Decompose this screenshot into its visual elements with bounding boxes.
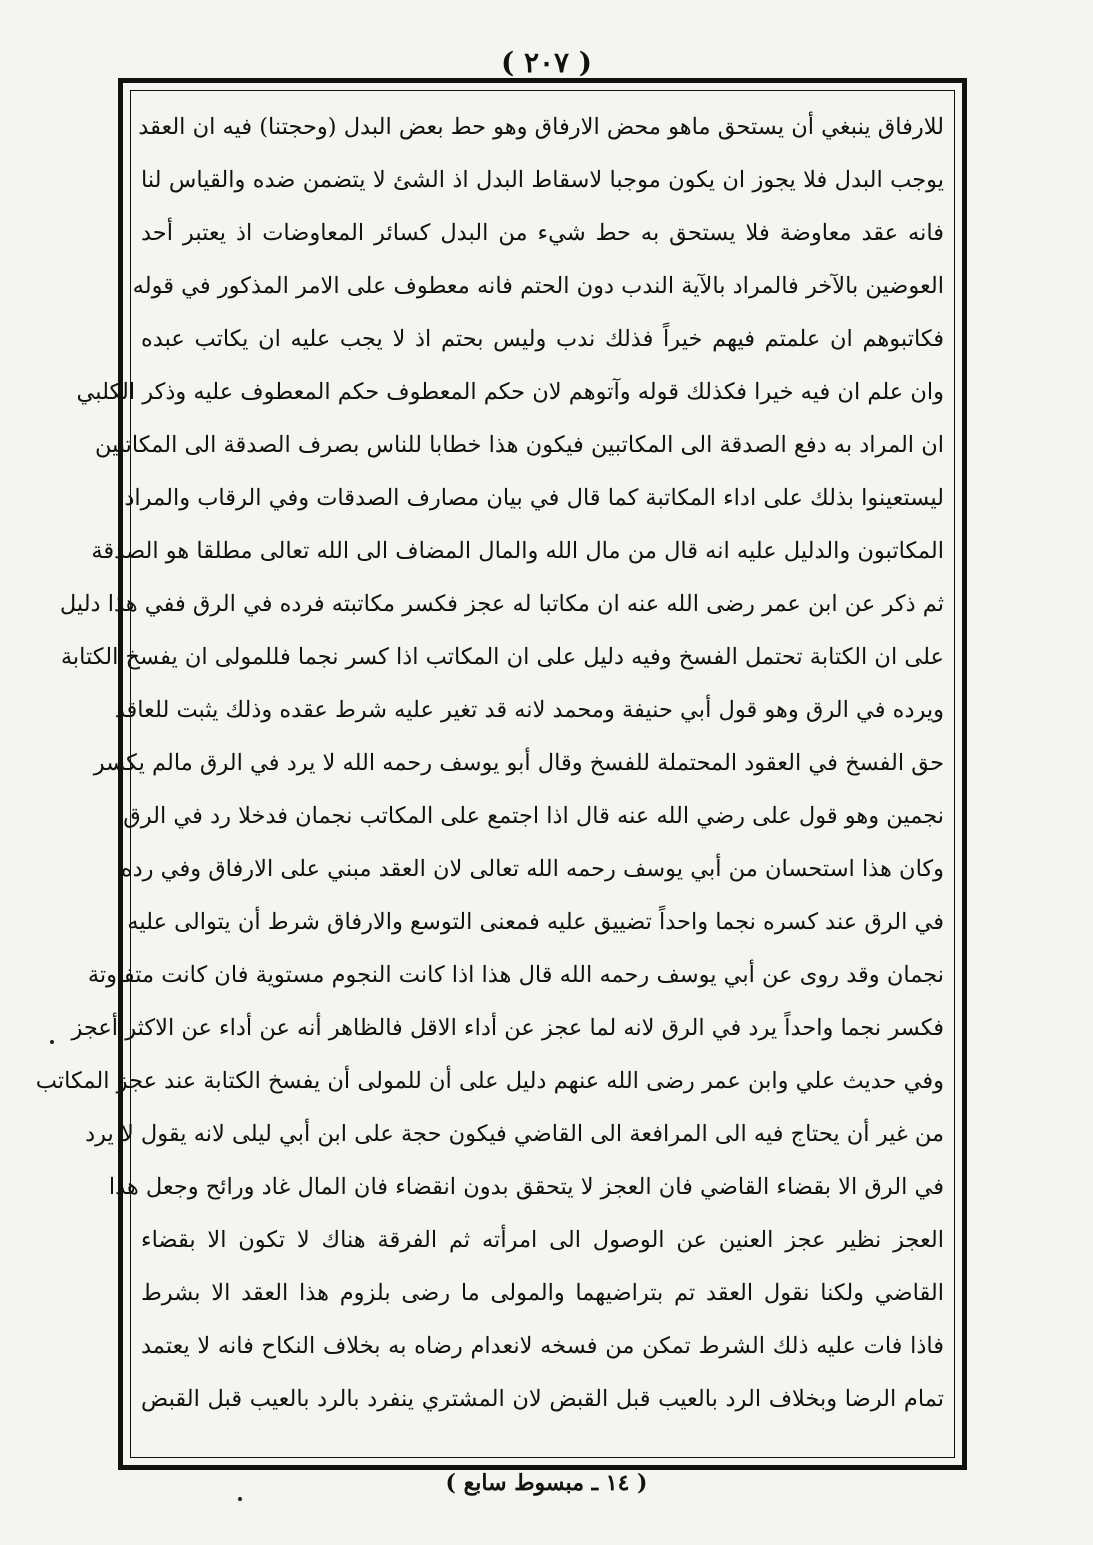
margin-speck	[238, 1497, 242, 1501]
text-line: تمام الرضا وبخلاف الرد بالعيب قبل القبض لان المشتري ينفرد بالرد بالعيب قبل القبض	[141, 1386, 944, 1412]
text-line: العجز نظير عجز العنين عن الوصول الى امرأته ثم الفرقة هناك لا تكون الا بقضاء	[141, 1227, 944, 1253]
text-line: وكان هذا استحسان من أبي يوسف رحمه الله تعالى لان العقد مبني على الارفاق وفي رده	[120, 856, 944, 882]
text-line: من غير أن يحتاج فيه الى المرافعة الى القاضي فيكون حجة على ابن أبي ليلى لانه يقول لا يرد	[85, 1121, 944, 1147]
text-line: على ان الكتابة تحتمل الفسخ وفيه دليل على ان المكاتب اذا كسر نجما فللمولى ان يفسخ الكتابة	[60, 644, 944, 670]
text-line: يوجب البدل فلا يجوز ان يكون موجبا لاسقاط البدل اذ الشئ لا يتضمن ضده والقياس لنا	[141, 167, 944, 193]
text-line: ثم ذكر عن ابن عمر رضى الله عنه ان مكاتبا له عجز فكسر مكاتبته فرده في الرق ففي هذا دليل	[59, 591, 944, 617]
page-number: ( ٢٠٧ )	[500, 46, 593, 79]
text-line: القاضي ولكنا نقول العقد تم بتراضيهما والمولى ما رضى بلزوم هذا العقد الا بشرط	[141, 1280, 944, 1306]
text-line: نجمين وهو قول على رضي الله عنه قال اذا اجتمع على المكاتب نجمان فدخلا رد في الرق	[123, 803, 944, 829]
text-line: وفي حديث علي وابن عمر رضى الله عنهم دليل على أن للمولى أن يفسخ الكتابة عند عجز المكاتب	[35, 1068, 944, 1094]
text-frame	[35, 78, 967, 1470]
text-line: في الرق عند كسره نجما واحداً تضييق عليه فمعنى التوسع والارفاق شرط أن يتوالى عليه	[127, 909, 944, 935]
text-line: حق الفسخ في العقود المحتملة للفسخ وقال أبو يوسف رحمه الله لا يرد في الرق مالم يكسر	[93, 750, 944, 776]
text-line: فكاتبوهم ان علمتم فيهم خيراً فذلك ندب وليس بحتم اذ لا يجب عليه ان يكاتب عبده	[141, 326, 944, 352]
text-line: ان المراد به دفع الصدقة الى المكاتبين فيكون هذا خطابا للناس بصرف الصدقة الى المكاتبين	[94, 432, 944, 458]
text-line: العوضين بالآخر فالمراد بالآية الندب دون الحتم فانه معطوف على الامر المذكور في قوله	[132, 273, 944, 299]
text-line: وان علم ان فيه خيرا فكذلك قوله وآتوهم لان حكم المعطوف حكم المعطوف عليه وذكر الكلبي	[76, 379, 944, 405]
text-line: فكسر نجما واحداً يرد في الرق لانه لما عجز عن أداء الاقل فالظاهر أنه عن أداء عن الاكثر أعجز	[71, 1015, 944, 1041]
margin-speck	[50, 1040, 54, 1044]
text-line: فاذا فات عليه ذلك الشرط تمكن من فسخه لانعدام رضاه به بخلاف النكاح فانه لا يعتمد	[141, 1333, 944, 1359]
text-frame-inner	[35, 90, 955, 1458]
text-line: للارفاق ينبغي أن يستحق ماهو محض الارفاق وهو حط بعض البدل (وحجتنا) فيه ان العقد	[138, 114, 944, 140]
text-line: ليستعينوا بذلك على اداء المكاتبة كما قال في بيان مصارف الصدقات وفي الرقاب والمراد	[124, 485, 944, 511]
text-line: ويرده في الرق وهو قول أبي حنيفة ومحمد لانه قد تغير عليه شرط عقده وذلك يثبت للعاقد	[114, 697, 944, 723]
text-line: فانه عقد معاوضة فلا يستحق به حط شيء من البدل كسائر المعاوضات اذ يعتبر أحد	[141, 220, 944, 246]
text-line: نجمان وقد روى عن أبي يوسف رحمه الله قال هذا اذا كانت النجوم مستوية فان كانت متفاوتة	[87, 962, 944, 988]
text-line: في الرق الا بقضاء القاضي فان العجز لا يتحقق بدون انقضاء فان المال غاد ورائح وجعل هذا	[108, 1174, 944, 1200]
footer-signature: ( ١٤ ـ مبسوط سابع )	[445, 1470, 648, 1496]
text-line: المكاتبون والدليل عليه انه قال من مال الله والمال المضاف الى الله تعالى مطلقا هو الصدقة	[91, 538, 944, 564]
